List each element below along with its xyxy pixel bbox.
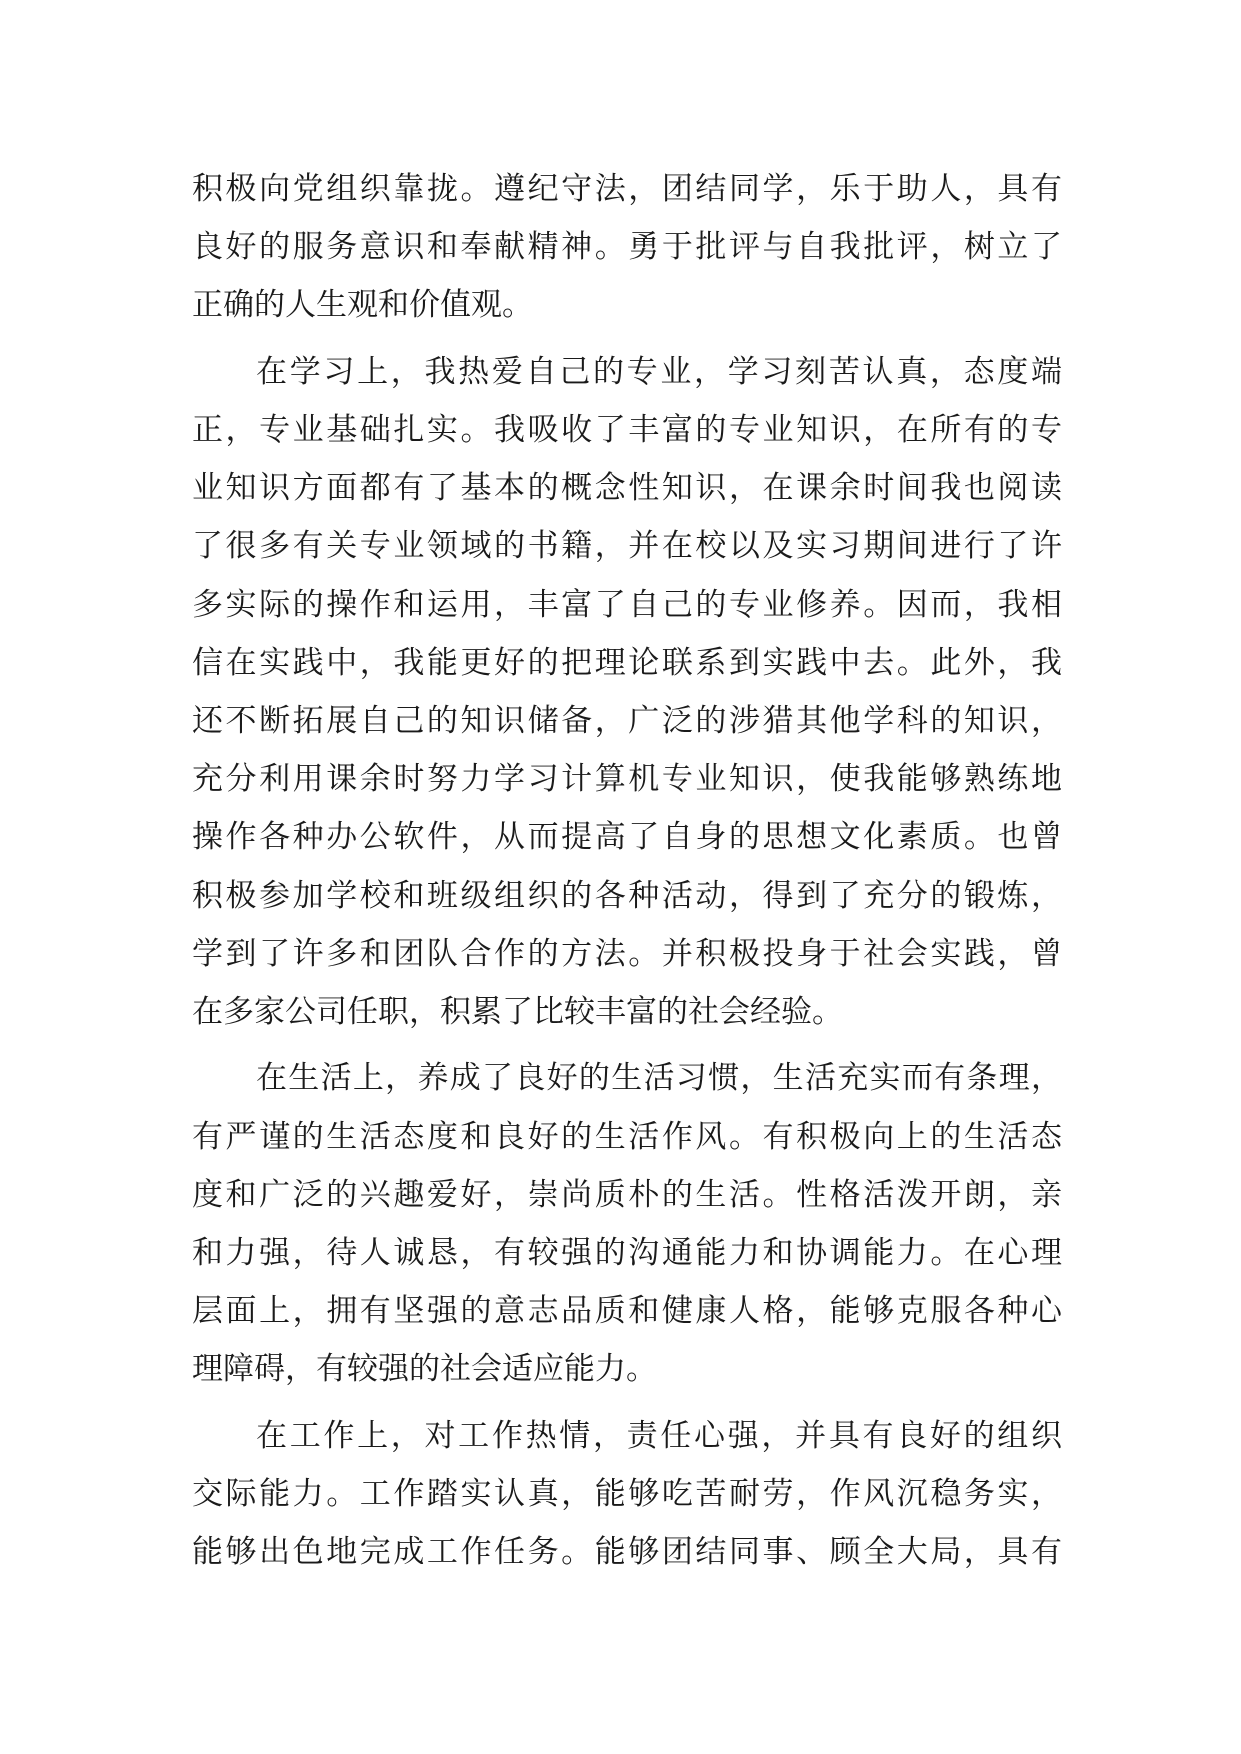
text-line: 和力强，待人诚恳，有较强的沟通能力和协调能力。在心理 — [192, 1234, 1062, 1271]
text-line: 理障碍，有较强的社会适应能力。 — [192, 1351, 657, 1388]
paragraph-study — [192, 343, 1062, 1041]
text-line: 充分利用课余时努力学习计算机专业知识，使我能够熟练地 — [192, 761, 1062, 798]
text-line: 积极参加学校和班级组织的各种活动，得到了充分的锻炼， — [192, 877, 1062, 914]
text-line: 多实际的操作和运用，丰富了自己的专业修养。因而，我相 — [192, 586, 1062, 623]
text-line: 正，专业基础扎实。我吸收了丰富的专业知识，在所有的专 — [192, 412, 1062, 449]
text-line: 有严谨的生活态度和良好的生活作风。有积极向上的生活态 — [192, 1118, 1062, 1155]
text-line: 度和广泛的兴趣爱好，崇尚质朴的生活。性格活泼开朗，亲 — [192, 1176, 1062, 1213]
body-text — [192, 160, 1062, 1590]
paragraph-work — [192, 1407, 1062, 1582]
text-line: 在生活上，养成了良好的生活习惯，生活充实而有条理， — [256, 1060, 1062, 1097]
text-line: 在多家公司任职，积累了比较丰富的社会经验。 — [192, 993, 843, 1030]
text-line: 学到了许多和团队合作的方法。并积极投身于社会实践，曾 — [192, 935, 1062, 972]
text-line: 层面上，拥有坚强的意志品质和健康人格，能够克服各种心 — [192, 1293, 1062, 1330]
text-line: 能够出色地完成工作任务。能够团结同事、顾全大局，具有 — [192, 1534, 1062, 1571]
text-line: 还不断拓展自己的知识储备，广泛的涉猎其他学科的知识， — [192, 702, 1062, 739]
text-line: 操作各种办公软件，从而提高了自身的思想文化素质。也曾 — [192, 819, 1062, 856]
text-line: 信在实践中，我能更好的把理论联系到实践中去。此外，我 — [192, 644, 1062, 681]
text-line: 积极向党组织靠拢。遵纪守法，团结同学，乐于助人，具有 — [192, 171, 1062, 207]
text-line: 在工作上，对工作热情，责任心强，并具有良好的组织 — [256, 1417, 1062, 1454]
text-line: 业知识方面都有了基本的概念性知识，在课余时间我也阅读 — [192, 470, 1062, 507]
text-line: 正确的人生观和价值观。 — [192, 287, 533, 324]
text-line: 在学习上，我热爱自己的专业，学习刻苦认真，态度端 — [256, 353, 1062, 390]
text-line: 了很多有关专业领域的书籍，并在校以及实习期间进行了许 — [192, 528, 1062, 565]
text-line: 交际能力。工作踏实认真，能够吃苦耐劳，作风沉稳务实， — [192, 1476, 1062, 1513]
paragraph-life — [192, 1049, 1062, 1398]
text-line: 良好的服务意识和奉献精神。勇于批评与自我批评，树立了 — [192, 229, 1062, 266]
paragraph-political — [192, 160, 1062, 335]
